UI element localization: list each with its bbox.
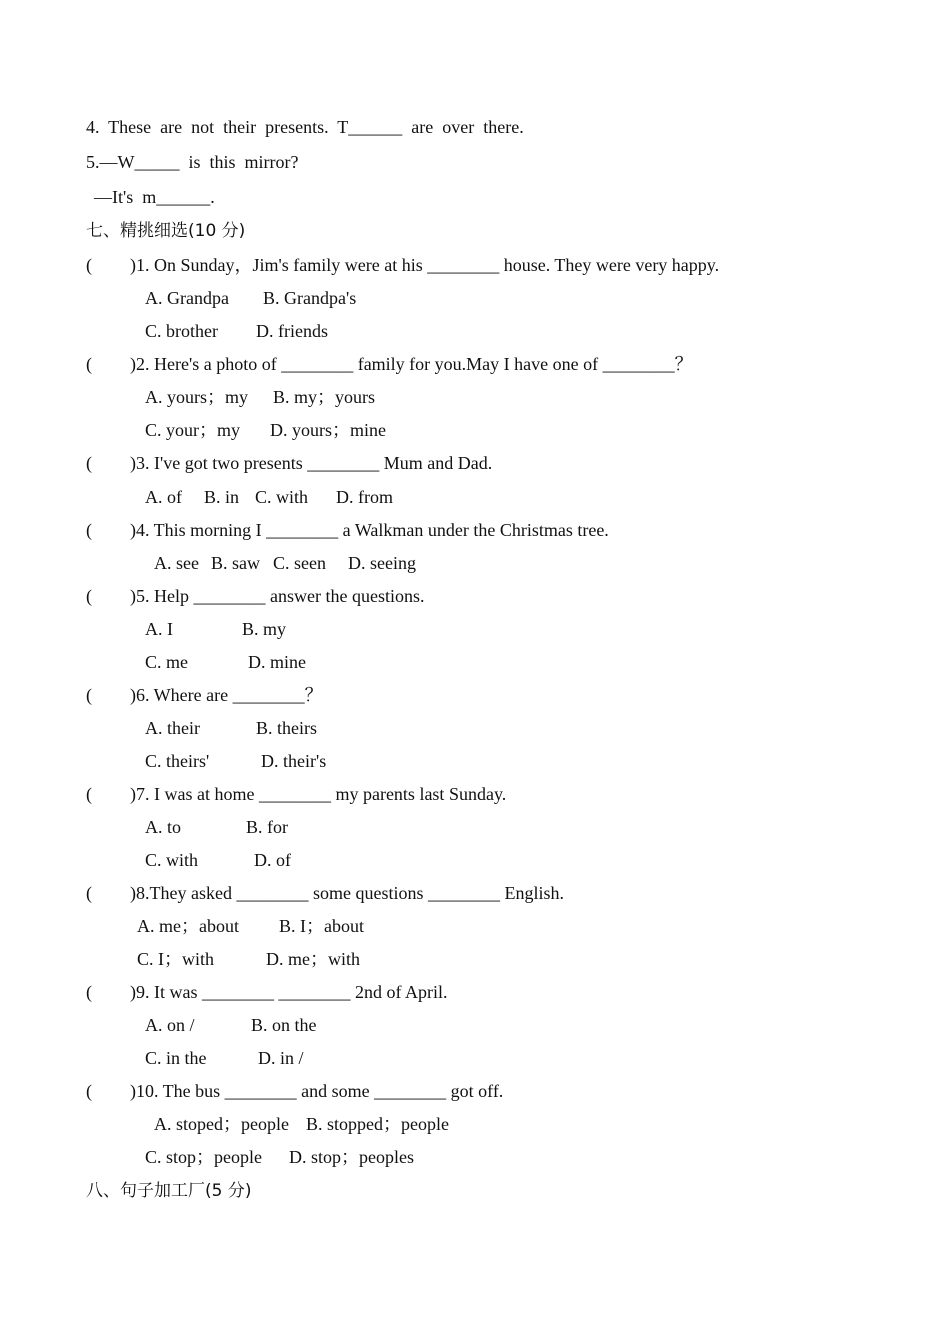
- option-a: A. on /: [145, 1015, 195, 1035]
- option-a: A. of: [145, 487, 182, 507]
- option-a: A. Grandpa: [145, 288, 229, 308]
- section-8-title: 八、句子加工厂(5 分): [86, 1181, 252, 1201]
- option-d: D. their's: [261, 751, 327, 771]
- option-b: B. I；about: [279, 916, 364, 936]
- option-c: C. with: [255, 487, 309, 507]
- section-7-title: 七、精挑细选(10 分): [86, 221, 246, 241]
- option-b: B. stopped；people: [306, 1114, 449, 1134]
- answer-bracket: (: [86, 453, 92, 473]
- question-7-text: )7. I was at home ________ my parents last Sunday.: [130, 784, 507, 804]
- option-c: C. brother: [145, 321, 218, 341]
- fill-in-question-4: 4. These are not their presents. T______ are over there.: [86, 117, 524, 137]
- question-1-text: )1. On Sunday，Jim's family were at his ________ house. They were very happy.: [130, 255, 720, 275]
- option-d: D. mine: [248, 652, 306, 672]
- option-d: D. of: [254, 850, 291, 870]
- option-b: B. on the: [251, 1015, 317, 1035]
- option-d: D. seeing: [348, 553, 416, 573]
- answer-bracket: (: [86, 520, 92, 540]
- option-b: B. Grandpa's: [263, 288, 357, 308]
- option-b: B. my: [242, 619, 287, 639]
- question-3-text: )3. I've got two presents ________ Mum and Dad.: [130, 453, 493, 473]
- option-b: B. in: [204, 487, 240, 507]
- fill-in-question-5-answer: —It's m______.: [94, 187, 215, 207]
- question-4-text: )4. This morning I ________ a Walkman under the Christmas tree.: [130, 520, 609, 540]
- answer-bracket: (: [86, 883, 92, 903]
- option-a: A. see: [154, 553, 199, 573]
- option-b: B. theirs: [256, 718, 317, 738]
- option-a: A. stoped；people: [154, 1114, 289, 1134]
- option-c: C. theirs': [145, 751, 210, 771]
- option-b: B. my；yours: [273, 387, 376, 407]
- option-a: A. yours；my: [145, 387, 248, 407]
- option-c: C. with: [145, 850, 199, 870]
- option-a: A. their: [145, 718, 200, 738]
- option-d: D. stop；peoples: [289, 1147, 414, 1167]
- question-9-text: )9. It was ________ ________ 2nd of April.: [130, 982, 448, 1002]
- option-c: C. I；with: [137, 949, 215, 969]
- answer-bracket: (: [86, 982, 92, 1002]
- option-c: C. me: [145, 652, 188, 672]
- question-6-text: )6. Where are ________？: [130, 685, 323, 705]
- option-b: B. for: [246, 817, 288, 837]
- answer-bracket: (: [86, 354, 92, 374]
- option-a: A. I: [145, 619, 173, 639]
- option-c: C. seen: [273, 553, 326, 573]
- answer-bracket: (: [86, 1081, 92, 1101]
- option-a: A. to: [145, 817, 181, 837]
- answer-bracket: (: [86, 255, 92, 275]
- option-c: C. stop；people: [145, 1147, 262, 1167]
- option-d: D. in /: [258, 1048, 304, 1068]
- question-5-text: )5. Help ________ answer the questions.: [130, 586, 425, 606]
- answer-bracket: (: [86, 586, 92, 606]
- fill-in-question-5-prompt: 5.—W_____ is this mirror?: [86, 152, 299, 172]
- option-d: D. yours；mine: [270, 420, 386, 440]
- answer-bracket: (: [86, 784, 92, 804]
- option-a: A. me；about: [137, 916, 239, 936]
- question-10-text: )10. The bus ________ and some ________ got off.: [130, 1081, 504, 1101]
- option-b: B. saw: [211, 553, 260, 573]
- option-c: C. in the: [145, 1048, 207, 1068]
- option-d: D. friends: [256, 321, 328, 341]
- option-c: C. your；my: [145, 420, 241, 440]
- option-d: D. me；with: [266, 949, 360, 969]
- option-d: D. from: [336, 487, 393, 507]
- question-8-text: )8.They asked ________ some questions ________ English.: [130, 883, 564, 903]
- answer-bracket: (: [86, 685, 92, 705]
- question-2-text: )2. Here's a photo of ________ family for you.May I have one of ________？: [130, 354, 693, 374]
